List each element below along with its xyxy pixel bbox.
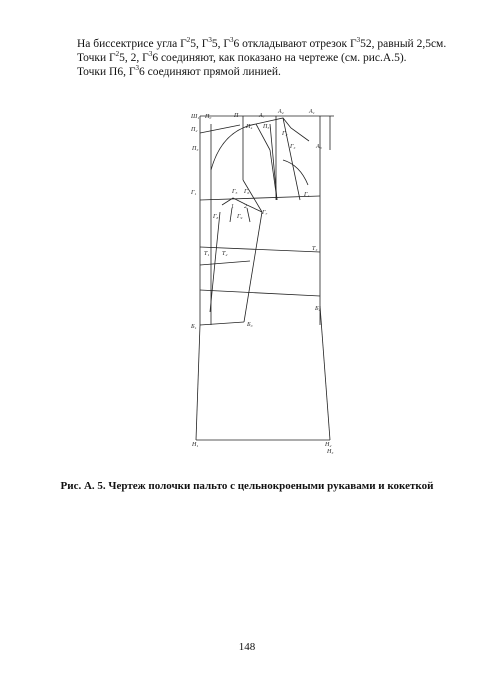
svg-text:П₀: П₀ [205,114,212,120]
sleeve-curve [283,160,308,185]
left-skirt-seam [196,325,200,440]
svg-text:T₁: T₁ [204,251,210,257]
svg-text:A₂: A₂ [278,109,284,115]
svg-text:A₇: A₇ [259,113,265,119]
chest-line [200,196,320,200]
svg-text:1: 1 [231,204,234,210]
svg-text:П₂: П₂ [191,127,198,133]
svg-text:2: 2 [244,204,247,210]
svg-text:Г₄: Г₄ [304,192,310,198]
waist-line [200,247,320,252]
svg-text:T₂: T₂ [222,251,228,257]
point-label: Ш₁ [191,114,200,120]
paragraph-line-1: На биссектрисе угла $Г^25$, $Г^35$, $Г^36$ откладывают отрезок $Г^352$, равный 2,5см. [77,36,447,50]
svg-text:П₄: П₄ [246,124,253,130]
svg-text:A₃: A₃ [316,144,322,150]
svg-text:Г₂: Г₂ [282,131,288,137]
svg-text:A₁: A₁ [309,109,315,115]
bottom-hip-line [200,322,244,325]
svg-text:Г₈: Г₈ [213,214,219,220]
svg-text:П₃: П₃ [192,146,199,152]
svg-text:T₃: T₃ [312,246,318,252]
svg-text:Г₃: Г₃ [290,144,296,150]
svg-text:Г₉: Г₉ [237,214,243,220]
svg-text:Н₂: Н₂ [325,442,332,448]
svg-text:Б₂: Б₂ [315,306,321,312]
svg-text:Н₃: Н₃ [327,449,334,455]
svg-text:Г₇: Г₇ [262,210,268,216]
svg-text:Б₃: Б₃ [247,322,253,328]
svg-text:Б₁: Б₁ [191,324,197,330]
paragraph-line-3: Точки П6, $Г^36$ соединяют прямой линией. [77,64,281,78]
svg-text:П: П [234,113,239,119]
paragraph-line-2: Точки $Г^25$, 2, $Г^36$ соединяют, как показано на чертеже (см. рис.А.5). [77,50,407,64]
armhole-curve [211,124,256,170]
svg-text:Г₅: Г₅ [232,189,238,195]
svg-text:Г₁: Г₁ [191,190,197,196]
svg-text:Н₁: Н₁ [192,442,199,448]
right-skirt-seam [320,306,330,440]
page-number: 148 [238,641,256,653]
svg-text:П₅: П₅ [263,124,270,130]
figure-caption: Рис. А. 5. Чертеж полочки пальто с цельнокроеными рукавами и кокеткой [60,480,434,492]
svg-text:Г₆: Г₆ [244,189,250,195]
